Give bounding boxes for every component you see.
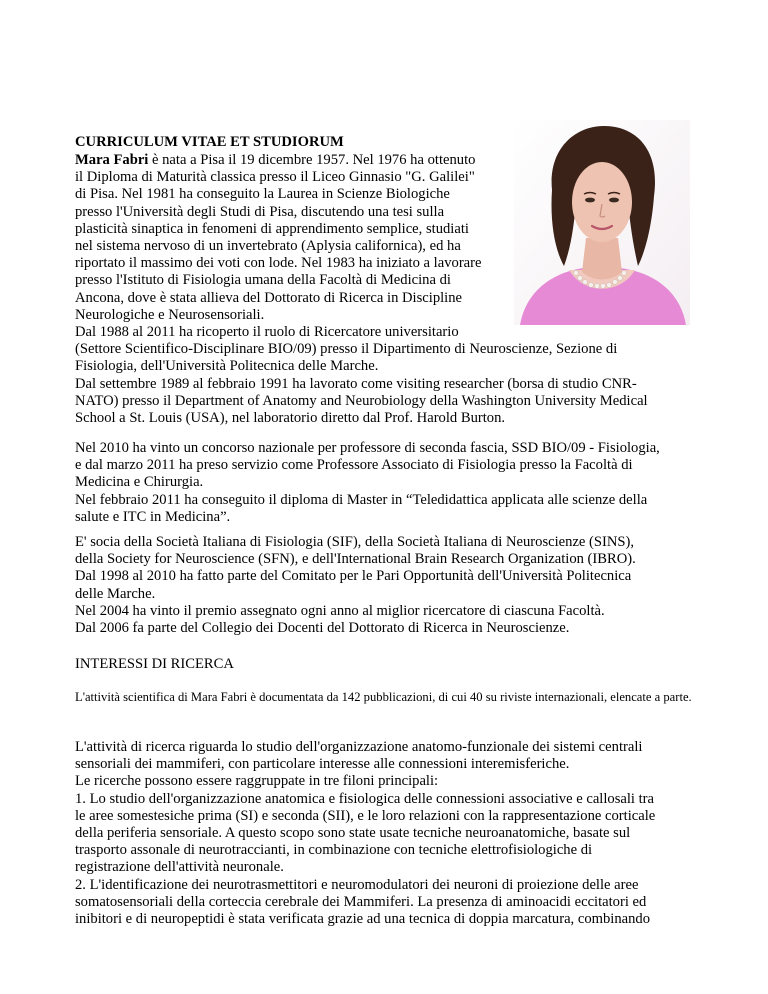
research-summary: L'attività scientifica di Mara Fabri è documentata da 142 pubblicazioni, di cui 40 su riviste internazionali, elencate a parte. [75,690,692,704]
biography-line: Dal 1988 al 2011 ha ricoperto il ruolo di Ricercatore universitario [75,324,459,341]
research-line: registrazione dell'attività neuronale. [75,859,284,876]
biography-line: riportato il massimo dei voti con lode. Nel 1983 ha iniziato a lavorare [75,255,482,272]
biography-first-line-text: è nata a Pisa il 19 dicembre 1957. Nel 1976 ha ottenuto [148,152,476,168]
biography-line: Dal settembre 1989 al febbraio 1991 ha lavorato come visiting researcher (borsa di studio CNR- [75,375,637,392]
research-line: L'attività di ricerca riguarda lo studio dell'organizzazione anatomo-funzionale dei sistemi centrali [75,739,643,755]
biography-line: di Pisa. Nel 1981 ha conseguito la Laurea in Scienze Biologiche [75,186,450,203]
membership-line: E' socia della Società Italiana di Fisiologia (SIF), della Società Italiana di Neuroscienze (SINS), [75,534,635,550]
research-paragraph [75,739,697,928]
person-name: Mara Fabri [75,152,149,168]
membership-line: della Society for Neuroscience (SFN), e dell'International Brain Research Organization (IBRO). [75,551,636,568]
career-line: Medicina e Chirurgia. [75,474,204,491]
biography-line: Neurologiche e Neurosensoriali. [75,306,265,323]
biography-line: plasticità sinaptica in fenomeni di apprendimento semplice, studiati [75,220,469,237]
career-paragraph [75,440,697,526]
research-line: 2. L'identificazione dei neurotrasmettitori e neuromodulatori dei neuroni di proiezione delle aree [75,876,639,893]
biography-line: (Settore Scientifico-Disciplinare BIO/09) presso il Dipartimento di Neuroscienze, Sezione di [75,341,618,358]
career-line: Nel 2010 ha vinto un concorso nazionale per professore di seconda fascia, SSD BIO/09 - Fisiologia, [75,440,660,456]
career-line: Nel febbraio 2011 ha conseguito il diploma di Master in “Teledidattica applicata alle scienze della [75,491,648,508]
research-line: le aree somestesiche prima (SI) e seconda (SII), e le loro relazioni con la rappresentazione corticale [75,807,656,824]
membership-line: Dal 1998 al 2010 ha fatto parte del Comitato per le Pari Opportunità dell'Università Politecnica [75,568,632,585]
biography-line: presso l'Istituto di Fisiologia umana della Facoltà di Medicina di [75,272,451,289]
biography-line: presso l'Università degli Studi di Pisa, discutendo una tesi sulla [75,203,445,220]
research-line: 1. Lo studio dell'organizzazione anatomica e fisiologica delle connessioni associative e callosali tra [75,790,655,807]
biography-line: Ancona, dove è stata allieva del Dottorato di Ricerca in Discipline [75,289,463,306]
biography-line: Fisiologia, dell'Università Politecnica delle Marche. [75,358,379,375]
membership-line: Nel 2004 ha vinto il premio assegnato ogni anno al miglior ricercatore di ciascuna Facoltà. [75,602,605,619]
cv-title: CURRICULUM VITAE ET STUDIORUM [75,134,344,150]
biography-intro [75,152,515,324]
biography-line: nel sistema nervoso di un invertebrato (Aplysia californica), ed ha [75,238,461,255]
biography-paragraph [75,152,697,427]
memberships-paragraph [75,534,697,637]
biography-line: School a St. Louis (USA), nel laboratorio diretto dal Prof. Harold Burton. [75,410,506,427]
research-line: sensoriali dei mammiferi, con particolare interesse alle connessioni interemisferiche. [75,756,570,773]
research-line: somatosensoriali della corteccia cerebrale dei Mammiferi. La presenza di aminoacidi eccitatori ed [75,893,647,910]
research-line: inibitori e di neuropeptidi è stata verificata grazie ad una tecnica di doppia marcatura, combinando [75,911,650,928]
research-line: trasporto assonale di neurotraccianti, in combinazione con tecniche elettrofisiologiche di [75,842,593,859]
biography-line: NATO) presso il Department of Anatomy and Neurobiology della Washington University Medical [75,392,648,409]
biography-first-line [75,152,515,169]
career-line: salute e ITC in Medicina”. [75,508,231,525]
research-heading: INTERESSI DI RICERCA [75,656,234,672]
career-line: e dal marzo 2011 ha preso servizio come Professore Associato di Fisiologia presso la Facoltà di [75,457,633,474]
research-line: Le ricerche possono essere raggruppate in tre filoni principali: [75,773,439,790]
membership-line: Dal 2006 fa parte del Collegio dei Docenti del Dottorato di Ricerca in Neuroscienze. [75,620,570,637]
membership-line: delle Marche. [75,585,156,602]
biography-line: il Diploma di Maturità classica presso il Liceo Ginnasio "G. Galilei" [75,169,475,186]
research-line: della periferia sensoriale. A questo scopo sono state usate tecniche neuroanatomiche, basate sul [75,825,631,842]
